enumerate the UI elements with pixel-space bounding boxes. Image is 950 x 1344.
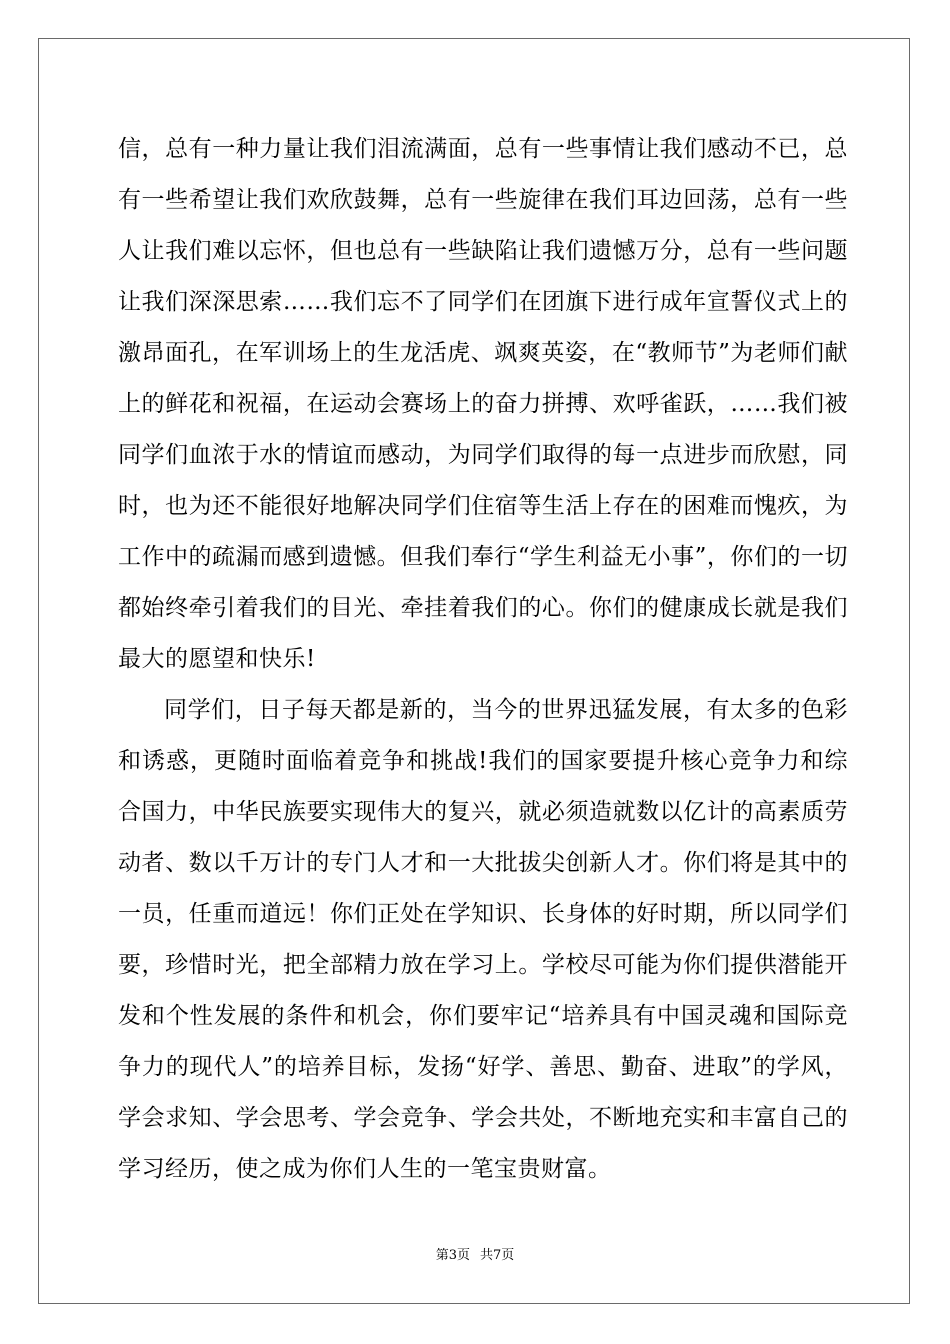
document-body — [118, 124, 848, 1195]
page-footer — [0, 1247, 950, 1265]
paragraph-2: 同学们，日子每天都是新的，当今的世界迅猛发展，有太多的色彩和诱惑，更随时面临着竞争和挑战!我们的国家要提升核心竞争力和综合国力，中华民族要实现伟大的复兴，就必须造就数以亿计的高素质劳动者、数以千万计的专门人才和一大批拔尖创新人才。你们将是其中的一员，任重而道远！你们正处在学知识、长身体的好时期，所以同学们要，珍惜时光，把全部精力放在学习上。学校尽可能为你们提供潜能开发和个性发展的条件和机会，你们要牢记“培养具有中国灵魂和国际竞争力的现代人”的培养目标，发扬“好学、善思、勤奋、进取”的学风，学会求知、学会思考、学会竞争、学会共处，不断地充实和丰富自己的学习经历，使之成为你们人生的一笔宝贵财富。 — [118, 697, 848, 1182]
page-number-current: 第3页 — [435, 1248, 470, 1263]
page-number-total: 共7页 — [480, 1248, 515, 1263]
paragraph-1: 信，总有一种力量让我们泪流满面，总有一些事情让我们感动不已，总有一些希望让我们欢欣鼓舞，总有一些旋律在我们耳边回荡，总有一些人让我们难以忘怀，但也总有一些缺陷让我们遗憾万分，总有一些问题让我们深深思索……我们忘不了同学们在团旗下进行成年宣誓仪式上的激昂面孔，在军训场上的生龙活虎、飒爽英姿，在“教师节”为老师们献上的鲜花和祝福，在运动会赛场上的奋力拼搏、欢呼雀跃，……我们被同学们血浓于水的情谊而感动，为同学们取得的每一点进步而欣慰，同时，也为还不能很好地解决同学们住宿等生活上存在的困难而愧疚，为工作中的疏漏而感到遗憾。但我们奉行“学生利益无小事”，你们的一切都始终牵引着我们的目光、牵挂着我们的心。你们的健康成长就是我们最大的愿望和快乐! — [118, 136, 848, 672]
